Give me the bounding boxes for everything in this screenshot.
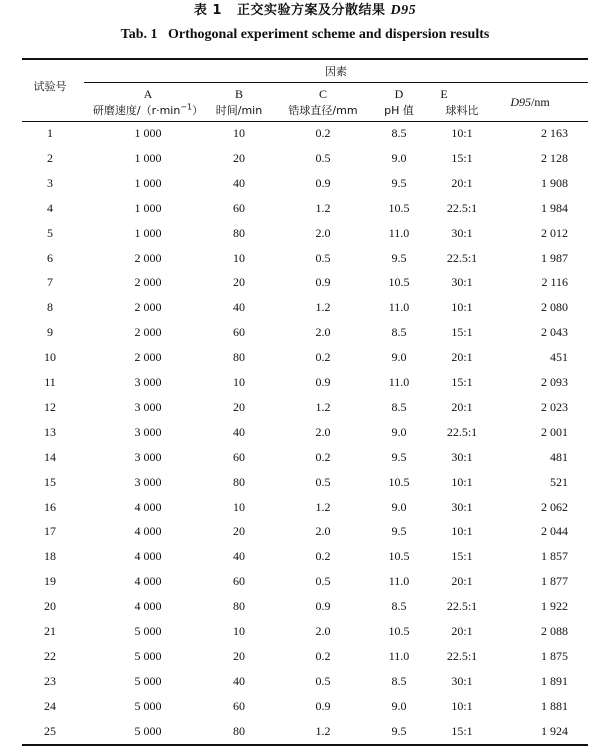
cell-ph: 9.0 bbox=[391, 425, 407, 439]
cell-bead-diameter: 1.2 bbox=[315, 300, 331, 314]
cell-time: 40 bbox=[233, 176, 245, 190]
table-title-en: Tab. 1 Orthogonal experiment scheme and dispersion results bbox=[120, 27, 490, 42]
cell-bead-diameter: 0.5 bbox=[315, 574, 331, 588]
cell-bead-diameter: 0.5 bbox=[315, 475, 331, 489]
cell-trial-no: 8 bbox=[47, 300, 53, 314]
cell-trial-no: 19 bbox=[44, 574, 56, 588]
cell-time: 80 bbox=[233, 350, 245, 364]
cell-time: 60 bbox=[233, 699, 245, 713]
cell-ball-ratio: 22.5:1 bbox=[446, 649, 478, 663]
cell-bead-diameter: 2.0 bbox=[315, 524, 331, 538]
cell-grinding-speed: 5 000 bbox=[134, 649, 162, 663]
header-rule bbox=[22, 121, 588, 122]
table-number-label: 表 1 bbox=[193, 3, 222, 18]
cell-ph: 9.0 bbox=[391, 151, 407, 165]
cell-bead-diameter: 0.5 bbox=[315, 251, 331, 265]
cell-ball-ratio: 20:1 bbox=[451, 574, 473, 588]
cell-ball-ratio: 30:1 bbox=[451, 500, 473, 514]
cell-time: 10 bbox=[233, 375, 245, 389]
cell-ph: 8.5 bbox=[391, 400, 407, 414]
cell-grinding-speed: 2 000 bbox=[134, 300, 162, 314]
cell-ball-ratio: 15:1 bbox=[451, 325, 473, 339]
header-factors: 因素 bbox=[325, 65, 347, 78]
cell-trial-no: 24 bbox=[44, 699, 56, 713]
cell-trial-no: 3 bbox=[47, 176, 53, 190]
cell-time: 10 bbox=[233, 126, 245, 140]
cell-bead-diameter: 0.9 bbox=[315, 275, 331, 289]
header-col-result bbox=[490, 95, 570, 110]
cell-d95: 1 924 bbox=[541, 724, 568, 738]
cell-ball-ratio: 15:1 bbox=[451, 724, 473, 738]
bottom-rule bbox=[22, 744, 588, 746]
cell-ph: 11.0 bbox=[388, 300, 410, 314]
cell-grinding-speed: 2 000 bbox=[134, 275, 162, 289]
cell-time: 80 bbox=[233, 599, 245, 613]
cell-bead-diameter: 0.2 bbox=[315, 549, 331, 563]
cell-ph: 11.0 bbox=[388, 574, 410, 588]
cell-time: 20 bbox=[233, 400, 245, 414]
cell-ball-ratio: 22.5:1 bbox=[446, 425, 478, 439]
cell-ph: 10.5 bbox=[388, 275, 410, 289]
cell-ph: 9.5 bbox=[391, 724, 407, 738]
cell-bead-diameter: 0.5 bbox=[315, 674, 331, 688]
cell-d95: 1 922 bbox=[541, 599, 568, 613]
cell-ph: 9.0 bbox=[391, 699, 407, 713]
cell-ball-ratio: 15:1 bbox=[451, 151, 473, 165]
cell-ball-ratio: 30:1 bbox=[451, 275, 473, 289]
header-trial-no: 试验号 bbox=[33, 80, 67, 93]
cell-ball-ratio: 22.5:1 bbox=[446, 251, 478, 265]
cell-trial-no: 11 bbox=[44, 375, 56, 389]
cell-time: 20 bbox=[233, 275, 245, 289]
cell-grinding-speed: 1 000 bbox=[134, 151, 162, 165]
cell-ball-ratio: 20:1 bbox=[451, 350, 473, 364]
cell-time: 10 bbox=[233, 624, 245, 638]
cell-ph: 11.0 bbox=[388, 375, 410, 389]
table-title-metric: D95 bbox=[390, 3, 417, 18]
cell-ph: 8.5 bbox=[391, 325, 407, 339]
cell-trial-no: 14 bbox=[44, 450, 56, 464]
cell-time: 40 bbox=[233, 425, 245, 439]
cell-time: 40 bbox=[233, 549, 245, 563]
cell-grinding-speed: 5 000 bbox=[134, 724, 162, 738]
cell-d95: 2 012 bbox=[541, 226, 568, 240]
cell-d95: 2 080 bbox=[541, 300, 568, 314]
header-col-b-letter: B bbox=[234, 87, 243, 101]
cell-ball-ratio: 10:1 bbox=[451, 126, 473, 140]
cell-ball-ratio: 22.5:1 bbox=[446, 599, 478, 613]
cell-d95: 2 044 bbox=[541, 524, 568, 538]
cell-grinding-speed: 5 000 bbox=[134, 699, 162, 713]
cell-time: 60 bbox=[233, 201, 245, 215]
cell-time: 20 bbox=[233, 524, 245, 538]
cell-ph: 9.0 bbox=[391, 500, 407, 514]
cell-grinding-speed: 4 000 bbox=[134, 549, 162, 563]
cell-bead-diameter: 0.2 bbox=[315, 126, 331, 140]
cell-ph: 10.5 bbox=[388, 624, 410, 638]
cell-time: 80 bbox=[233, 724, 245, 738]
cell-d95: 2 116 bbox=[541, 275, 568, 289]
cell-bead-diameter: 1.2 bbox=[315, 500, 331, 514]
cell-d95: 2 088 bbox=[541, 624, 568, 638]
cell-bead-diameter: 1.2 bbox=[315, 400, 331, 414]
cell-bead-diameter: 2.0 bbox=[315, 226, 331, 240]
cell-time: 60 bbox=[233, 574, 245, 588]
cell-grinding-speed: 3 000 bbox=[134, 450, 162, 464]
cell-d95: 451 bbox=[550, 350, 568, 364]
header-result-unit: /nm bbox=[531, 95, 550, 109]
cell-grinding-speed: 4 000 bbox=[134, 524, 162, 538]
cell-d95: 2 062 bbox=[541, 500, 568, 514]
cell-ph: 11.0 bbox=[388, 226, 410, 240]
cell-grinding-speed: 2 000 bbox=[134, 251, 162, 265]
cell-time: 40 bbox=[233, 674, 245, 688]
header-col-d-letter: D bbox=[394, 87, 404, 101]
cell-ball-ratio: 20:1 bbox=[451, 624, 473, 638]
cell-ph: 10.5 bbox=[388, 201, 410, 215]
cell-ph: 9.5 bbox=[391, 450, 407, 464]
cell-ph: 10.5 bbox=[388, 475, 410, 489]
cell-ball-ratio: 20:1 bbox=[451, 176, 473, 190]
cell-ball-ratio: 15:1 bbox=[451, 549, 473, 563]
cell-bead-diameter: 1.2 bbox=[315, 201, 331, 215]
top-rule bbox=[22, 58, 588, 60]
cell-time: 80 bbox=[233, 475, 245, 489]
cell-d95: 2 001 bbox=[541, 425, 568, 439]
cell-d95: 1 987 bbox=[541, 251, 568, 265]
cell-time: 20 bbox=[233, 151, 245, 165]
cell-d95: 1 881 bbox=[541, 699, 568, 713]
cell-grinding-speed: 4 000 bbox=[134, 599, 162, 613]
cell-time: 80 bbox=[233, 226, 245, 240]
cell-trial-no: 17 bbox=[44, 524, 56, 538]
cell-trial-no: 21 bbox=[44, 624, 56, 638]
cell-grinding-speed: 1 000 bbox=[134, 201, 162, 215]
cell-grinding-speed: 4 000 bbox=[134, 500, 162, 514]
cell-grinding-speed: 3 000 bbox=[134, 425, 162, 439]
header-col-e-letter: E bbox=[440, 87, 448, 101]
cell-grinding-speed: 2 000 bbox=[134, 325, 162, 339]
cell-ball-ratio: 30:1 bbox=[451, 450, 473, 464]
cell-trial-no: 13 bbox=[44, 425, 56, 439]
header-col-b-name: 时间/min bbox=[215, 104, 263, 117]
cell-time: 10 bbox=[233, 500, 245, 514]
table-title-text: 正交实验方案及分散结果 bbox=[236, 3, 386, 18]
cell-ball-ratio: 30:1 bbox=[451, 674, 473, 688]
cell-ball-ratio: 10:1 bbox=[451, 475, 473, 489]
cell-ph: 9.5 bbox=[391, 524, 407, 538]
header-col-e-name: 球料比 bbox=[445, 104, 479, 117]
cell-ball-ratio: 30:1 bbox=[451, 226, 473, 240]
cell-d95: 2 163 bbox=[541, 126, 568, 140]
cell-ph: 8.5 bbox=[391, 126, 407, 140]
cell-trial-no: 2 bbox=[47, 151, 53, 165]
cell-ball-ratio: 10:1 bbox=[451, 699, 473, 713]
cell-bead-diameter: 0.5 bbox=[315, 151, 331, 165]
cell-ball-ratio: 10:1 bbox=[451, 524, 473, 538]
factor-group-rule bbox=[84, 82, 588, 83]
cell-bead-diameter: 0.9 bbox=[315, 375, 331, 389]
cell-bead-diameter: 0.9 bbox=[315, 699, 331, 713]
cell-ball-ratio: 20:1 bbox=[451, 400, 473, 414]
cell-ph: 11.0 bbox=[388, 649, 410, 663]
cell-bead-diameter: 2.0 bbox=[315, 425, 331, 439]
cell-d95: 1 984 bbox=[541, 201, 568, 215]
cell-bead-diameter: 2.0 bbox=[315, 325, 331, 339]
cell-grinding-speed: 5 000 bbox=[134, 674, 162, 688]
cell-d95: 2 093 bbox=[541, 375, 568, 389]
cell-trial-no: 9 bbox=[47, 325, 53, 339]
cell-trial-no: 15 bbox=[44, 475, 56, 489]
cell-grinding-speed: 4 000 bbox=[134, 574, 162, 588]
cell-trial-no: 22 bbox=[44, 649, 56, 663]
cell-trial-no: 20 bbox=[44, 599, 56, 613]
cell-trial-no: 12 bbox=[44, 400, 56, 414]
header-col-c-name: 锆球直径/mm bbox=[288, 104, 358, 117]
cell-d95: 2 023 bbox=[541, 400, 568, 414]
cell-trial-no: 6 bbox=[47, 251, 53, 265]
cell-ph: 10.5 bbox=[388, 549, 410, 563]
table-title-cn bbox=[0, 2, 610, 20]
cell-d95: 1 875 bbox=[541, 649, 568, 663]
cell-d95: 1 857 bbox=[541, 549, 568, 563]
cell-d95: 1 908 bbox=[541, 176, 568, 190]
cell-ph: 8.5 bbox=[391, 674, 407, 688]
cell-trial-no: 4 bbox=[47, 201, 53, 215]
cell-trial-no: 5 bbox=[47, 226, 53, 240]
cell-d95: 481 bbox=[550, 450, 568, 464]
cell-trial-no: 10 bbox=[44, 350, 56, 364]
header-col-a-letter: A bbox=[143, 87, 153, 101]
cell-grinding-speed: 3 000 bbox=[134, 400, 162, 414]
cell-grinding-speed: 1 000 bbox=[134, 226, 162, 240]
cell-trial-no: 1 bbox=[47, 126, 53, 140]
cell-d95: 521 bbox=[550, 475, 568, 489]
header-col-a-tail: ） bbox=[192, 104, 204, 117]
cell-ball-ratio: 10:1 bbox=[451, 300, 473, 314]
cell-trial-no: 23 bbox=[44, 674, 56, 688]
header-col-a-sup: −1 bbox=[180, 102, 193, 112]
cell-trial-no: 7 bbox=[47, 275, 53, 289]
cell-bead-diameter: 0.9 bbox=[315, 599, 331, 613]
cell-trial-no: 16 bbox=[44, 500, 56, 514]
header-col-d-name: pH 值 bbox=[384, 104, 414, 117]
cell-bead-diameter: 2.0 bbox=[315, 624, 331, 638]
cell-grinding-speed: 5 000 bbox=[134, 624, 162, 638]
cell-d95: 1 891 bbox=[541, 674, 568, 688]
cell-trial-no: 18 bbox=[44, 549, 56, 563]
cell-bead-diameter: 0.2 bbox=[315, 350, 331, 364]
cell-ball-ratio: 22.5:1 bbox=[446, 201, 478, 215]
cell-ph: 9.0 bbox=[391, 350, 407, 364]
cell-grinding-speed: 1 000 bbox=[134, 126, 162, 140]
cell-bead-diameter: 1.2 bbox=[315, 724, 331, 738]
cell-d95: 1 877 bbox=[541, 574, 568, 588]
header-col-c-letter: C bbox=[318, 87, 327, 101]
cell-ball-ratio: 15:1 bbox=[451, 375, 473, 389]
header-col-a-text: 研磨速度/（r·min bbox=[92, 104, 181, 117]
cell-grinding-speed: 3 000 bbox=[134, 375, 162, 389]
cell-trial-no: 25 bbox=[44, 724, 56, 738]
cell-grinding-speed: 1 000 bbox=[134, 176, 162, 190]
cell-grinding-speed: 2 000 bbox=[134, 350, 162, 364]
cell-grinding-speed: 3 000 bbox=[134, 475, 162, 489]
cell-d95: 2 043 bbox=[541, 325, 568, 339]
cell-bead-diameter: 0.9 bbox=[315, 176, 331, 190]
cell-time: 20 bbox=[233, 649, 245, 663]
cell-d95: 2 128 bbox=[541, 151, 568, 165]
cell-time: 60 bbox=[233, 450, 245, 464]
cell-ph: 8.5 bbox=[391, 599, 407, 613]
cell-bead-diameter: 0.2 bbox=[315, 450, 331, 464]
cell-time: 60 bbox=[233, 325, 245, 339]
cell-bead-diameter: 0.2 bbox=[315, 649, 331, 663]
cell-time: 40 bbox=[233, 300, 245, 314]
header-col-a-name bbox=[78, 103, 218, 118]
cell-ph: 9.5 bbox=[391, 176, 407, 190]
header-result-metric: D95 bbox=[510, 95, 531, 109]
cell-time: 10 bbox=[233, 251, 245, 265]
cell-ph: 9.5 bbox=[391, 251, 407, 265]
